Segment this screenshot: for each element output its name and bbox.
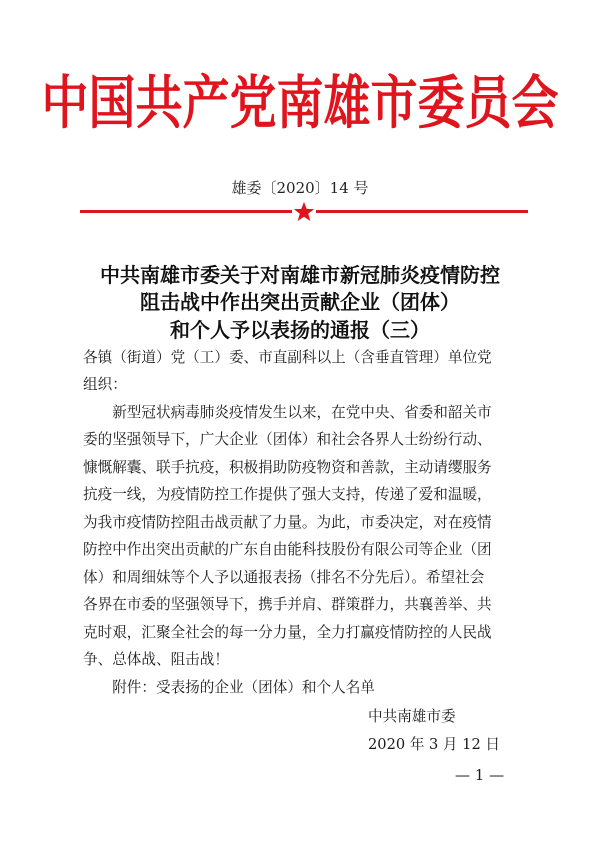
body-line: 防控中作出突出贡献的广东自由能科技股份有限公司等企业（团 (83, 541, 492, 558)
red-divider-right (316, 210, 528, 213)
red-divider-left (80, 210, 292, 213)
body-line: 慷慨解囊、联手抗疫，积极捐助防疫物资和善款，主动请缨服务 (83, 459, 492, 476)
red-star-icon (293, 201, 315, 223)
masthead-title: 中国共产党南雄市委员会 (41, 69, 559, 137)
document-number: 雄委〔2020〕14 号 (231, 179, 369, 197)
body-line: 组织： (83, 376, 127, 393)
body-line: 体）和周细妹等个人予以通报表扬（排名不分先后）。希望社会 (83, 569, 485, 586)
body-line: 委的坚强领导下，广大企业（团体）和社会各界人士纷纷行动、 (83, 431, 492, 448)
notice-title-line-1: 中共南雄市委关于对南雄市新冠肺炎疫情防控 (100, 263, 500, 287)
body-line: 各镇（街道）党（工）委、市直副科以上（含垂直管理）单位党 (83, 349, 492, 366)
body-line: 各界在市委的坚强领导下，携手并肩、群策群力，共襄善举、共 (83, 596, 492, 613)
notice-title-line-2: 阻击战中作出突出贡献企业（团体） (140, 290, 460, 314)
signing-date: 2020 年 3 月 12 日 (368, 736, 500, 753)
attachment-line: 附件：受表扬的企业（团体）和个人名单 (83, 679, 375, 696)
body-line: 抗疫一线，为疫情防控工作提供了强大支持，传递了爱和温暖， (83, 486, 492, 503)
body-line: 新型冠状病毒肺炎疫情发生以来，在党中央、省委和韶关市 (83, 404, 492, 421)
body-line: 克时艰，汇聚全社会的每一分力量，全力打赢疫情防控的人民战 (83, 624, 492, 641)
notice-title-line-3: 和个人予以表扬的通报（三） (170, 318, 430, 342)
body-line: 争、总体战、阻击战！ (83, 651, 229, 668)
signing-organization: 中共南雄市委 (368, 708, 456, 725)
page-number: — 1 — (455, 766, 505, 784)
body-line: 为我市疫情防控阻击战贡献了力量。为此，市委决定，对在疫情 (83, 514, 492, 531)
